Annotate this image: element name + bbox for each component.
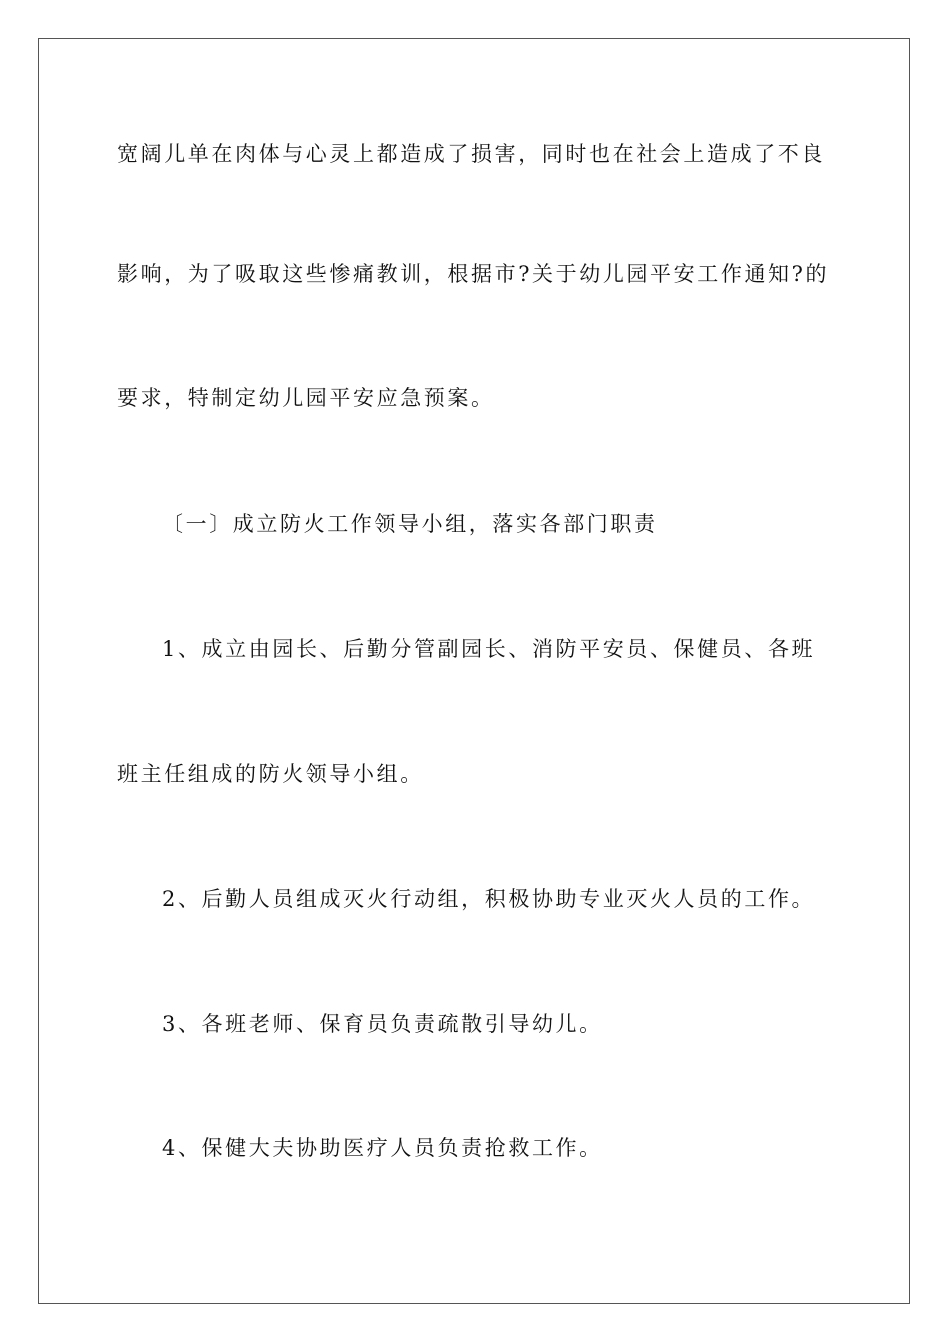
list-item-1-line-1: 1、成立由园长、后勤分管副园长、消防平安员、保健员、各班 xyxy=(162,637,816,661)
paragraph-line-2: 影响，为了吸取这些惨痛教训，根据市?关于幼儿园平安工作通知?的 xyxy=(117,262,830,286)
list-item-2: 2、后勤人员组成灭火行动组，积极协助专业灭火人员的工作。 xyxy=(162,887,816,911)
list-item-3: 3、各班老师、保育员负责疏散引导幼儿。 xyxy=(162,1012,603,1036)
section-heading: 〔一〕成立防火工作领导小组，落实各部门职责 xyxy=(162,512,658,536)
page-border xyxy=(38,38,910,1304)
list-item-4: 4、保健大夫协助医疗人员负责抢救工作。 xyxy=(162,1136,603,1160)
paragraph-line-3: 要求，特制定幼儿园平安应急预案。 xyxy=(117,386,495,410)
list-item-1-line-2: 班主任组成的防火领导小组。 xyxy=(117,762,424,786)
paragraph-line-1: 宽阔儿单在肉体与心灵上都造成了损害，同时也在社会上造成了不良 xyxy=(117,142,825,166)
